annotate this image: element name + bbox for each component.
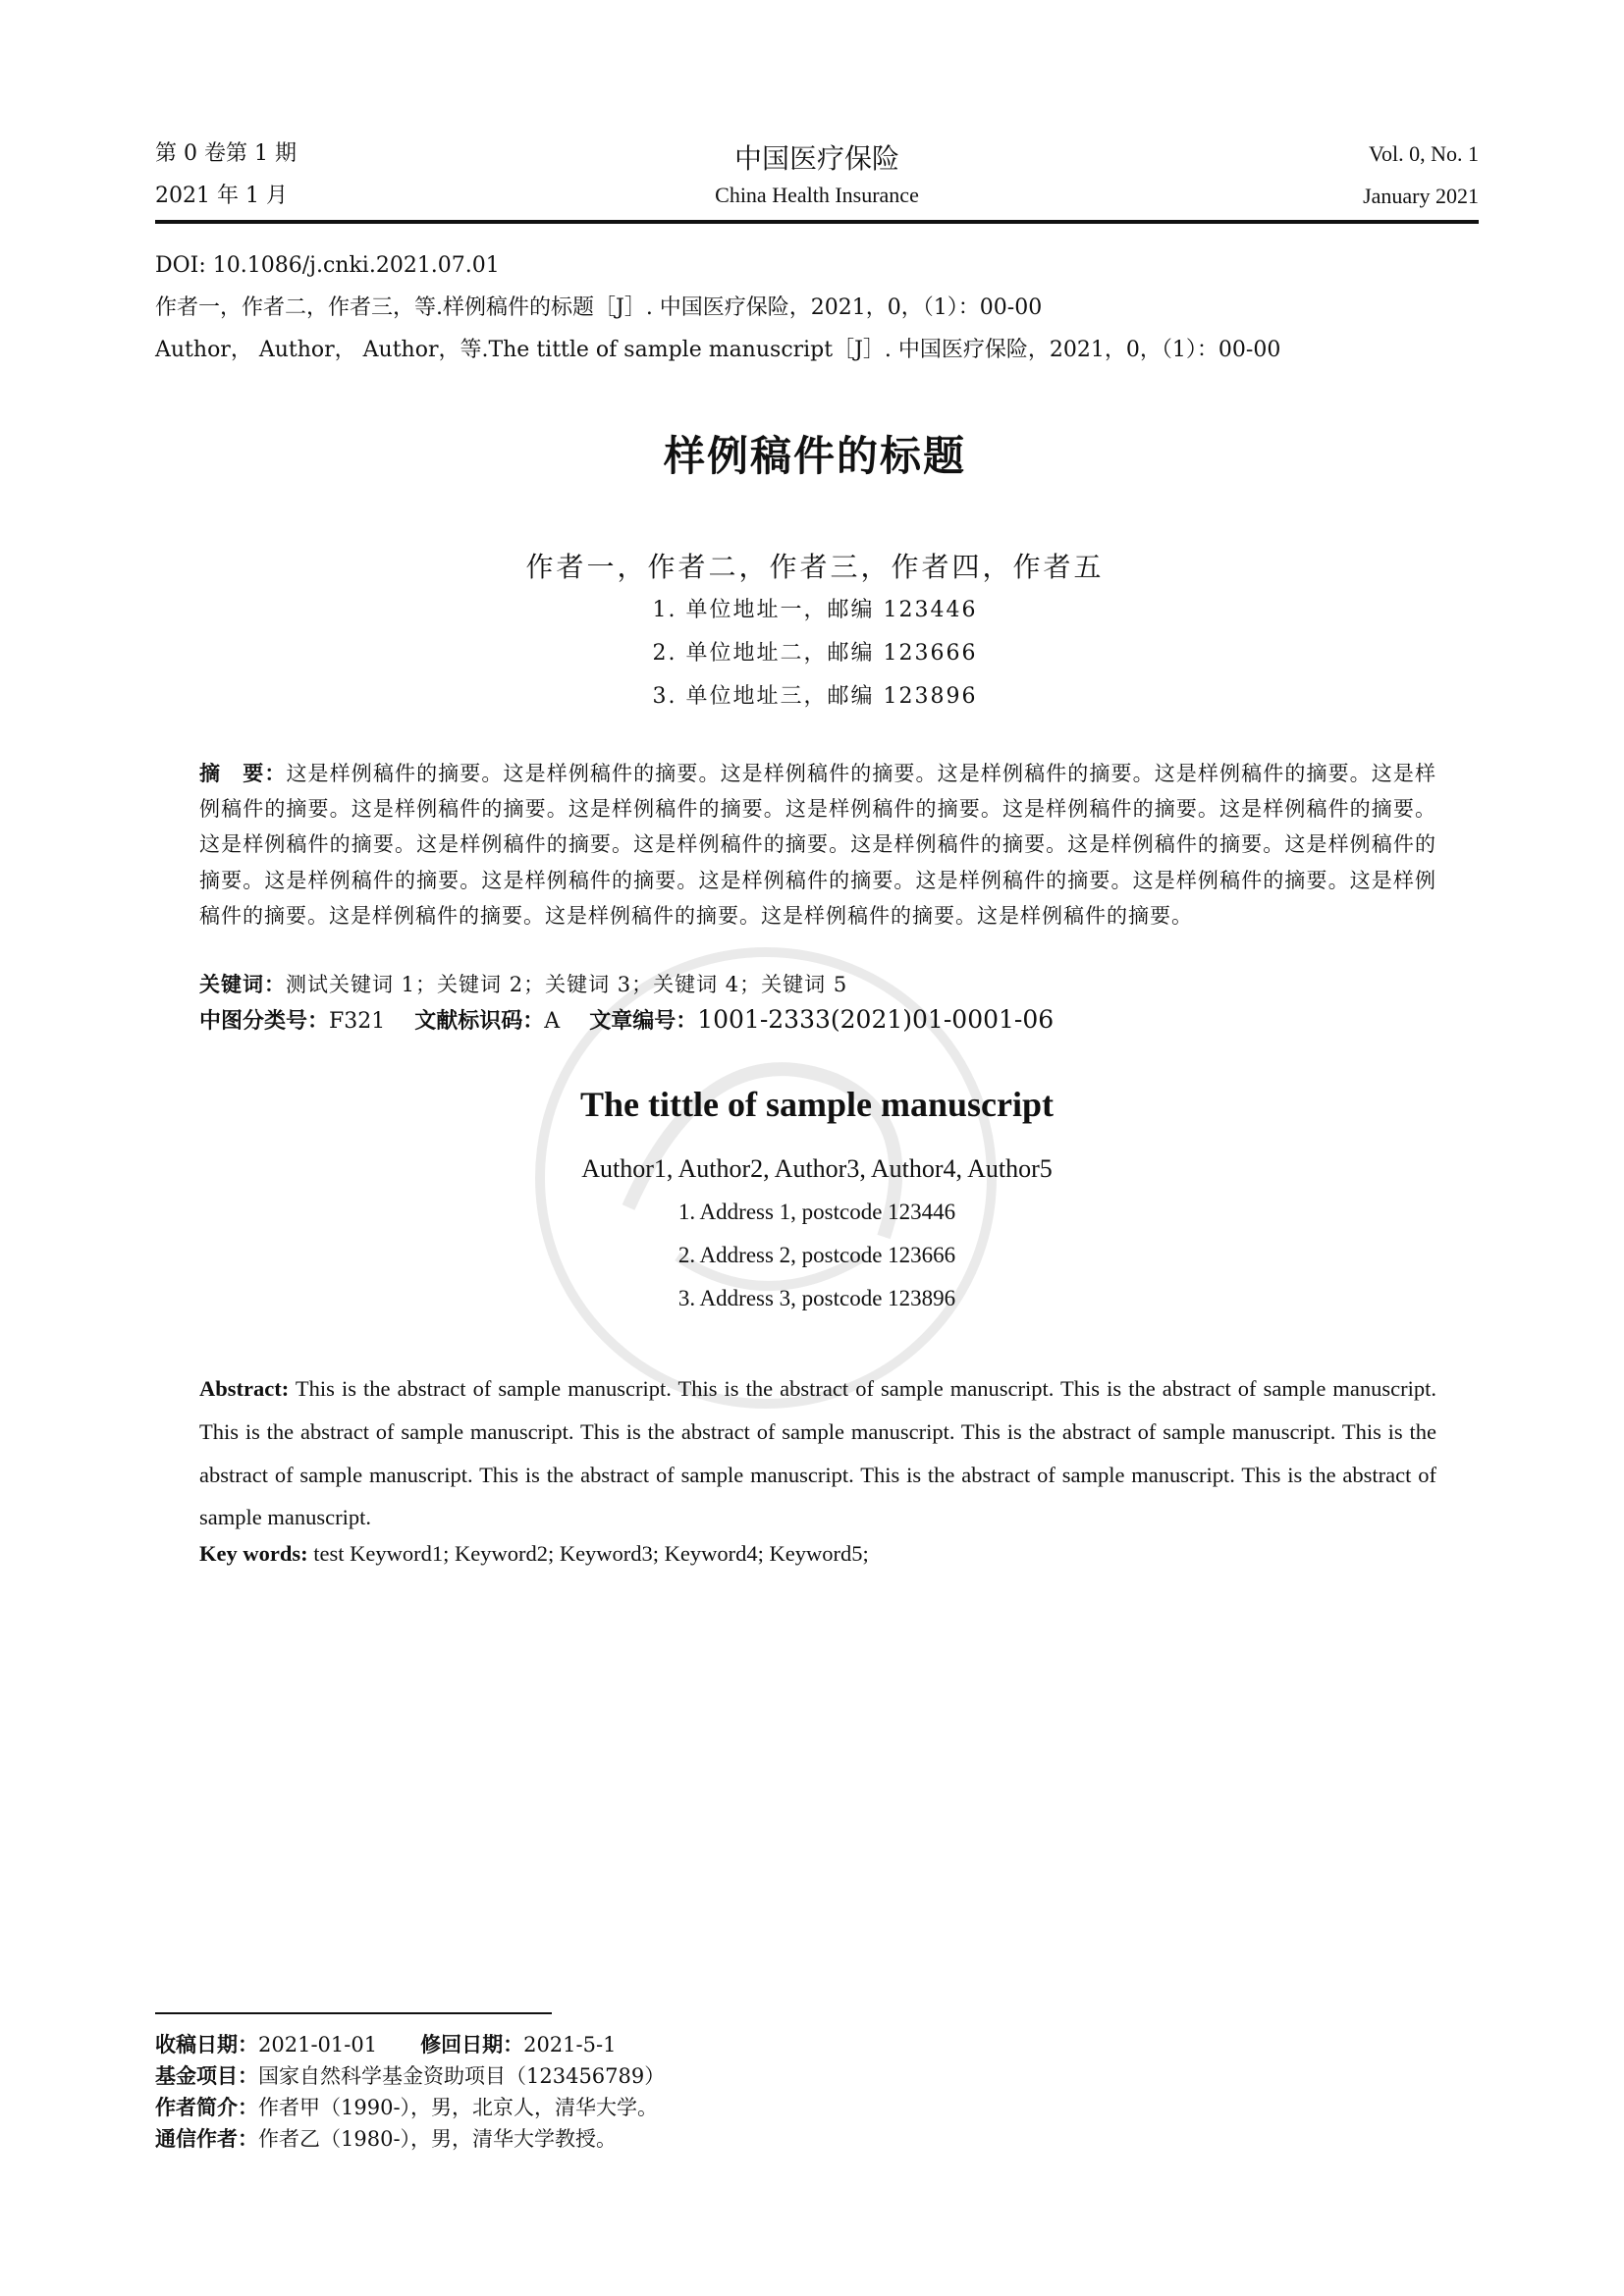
received-value: 2021-01-01 — [258, 2033, 378, 2056]
footnote-rule — [155, 2012, 552, 2014]
affiliation-cn-2: 2. 单位地址二，邮编 123666 — [652, 641, 978, 666]
class-label: 中图分类号： — [199, 1009, 330, 1034]
footnote-corresponding — [155, 2124, 617, 2154]
affiliation-en-2: 2. Address 2, postcode 123666 — [677, 1243, 956, 1267]
revised-value: 2021-5-1 — [523, 2033, 617, 2056]
header-volume-en: Vol. 0, No. 1 — [1368, 141, 1479, 166]
corresponding-value: 作者乙（1980-），男，清华大学教授。 — [258, 2127, 618, 2151]
authors-en: Author1, Author2, Author3, Author4, Author5 — [581, 1154, 1053, 1183]
abstract-en-text: This is the abstract of sample manuscript. This is the abstract of sample manuscript. This is the abstract of sample manuscript. This is the abstract of sample manuscript. This is the abstract of sample manuscript. This is the abstract of sample manuscript. This is the abstract of sample manuscript. This is the abstract of sample manuscript. This is the abstract of sample manuscript. This is the abstract of sample manuscript. — [199, 1376, 1436, 1530]
title-cn: 样例稿件的标题 — [663, 432, 966, 480]
affiliation-en-3: 3. Address 3, postcode 123896 — [677, 1286, 956, 1310]
doc-code-label: 文献标识码： — [414, 1009, 545, 1034]
doc-code-value: A — [544, 1009, 561, 1034]
header-journal-en: China Health Insurance — [715, 183, 919, 207]
affiliation-cn-1: 1. 单位地址一，邮编 123446 — [652, 598, 978, 622]
bio-value: 作者甲（1990-），男，北京人，清华大学。 — [258, 2096, 659, 2119]
header-volume-cn: 第 0 卷第 1 期 — [155, 141, 297, 166]
abstract-cn-label: 摘 要： — [199, 762, 287, 785]
keywords-en — [199, 1539, 869, 1569]
corresponding-label: 通信作者： — [155, 2127, 258, 2151]
header-date-en: January 2021 — [1363, 184, 1479, 208]
fund-label: 基金项目： — [155, 2064, 258, 2088]
abstract-en — [199, 1367, 1436, 1539]
footnote-bio — [155, 2093, 658, 2122]
keywords-cn-text: 测试关键词 1；关键词 2；关键词 3；关键词 4；关键词 5 — [286, 973, 848, 996]
header-journal-cn: 中国医疗保险 — [733, 142, 899, 175]
article-no-value: 1001-2333(2021)01-0001-06 — [697, 1005, 1055, 1034]
authors-cn: 作者一，作者二，作者三，作者四，作者五 — [525, 551, 1105, 583]
footnote-dates — [155, 2030, 616, 2059]
citation-en: Author， Author， Author，等.The tittle of sample manuscript［J］. 中国医疗保险，2021，0，（1）：00-00 — [155, 338, 1281, 362]
classification-line — [199, 1005, 1054, 1037]
keywords-en-text: test Keyword1; Keyword2; Keyword3; Keyword4; Keyword5; — [307, 1541, 869, 1566]
keywords-en-label: Key words: — [199, 1541, 308, 1566]
affiliation-en-1: 1. Address 1, postcode 123446 — [677, 1200, 956, 1224]
class-value: F321 — [329, 1009, 386, 1034]
received-label: 收稿日期： — [155, 2033, 258, 2056]
keywords-cn — [199, 970, 847, 999]
keywords-cn-label: 关键词： — [199, 973, 286, 996]
header-date-cn: 2021 年 1 月 — [155, 184, 288, 208]
citation-cn: 作者一，作者二，作者三，等.样例稿件的标题［J］. 中国医疗保险，2021，0，（1）：00-00 — [155, 295, 1043, 320]
fund-value: 国家自然科学基金资助项目（123456789） — [258, 2064, 666, 2088]
footnote-fund — [155, 2061, 665, 2091]
doi-line: DOI: 10.1086/j.cnki.2021.07.01 — [155, 253, 500, 278]
header-rule — [155, 220, 1479, 224]
abstract-cn-text: 这是样例稿件的摘要。这是样例稿件的摘要。这是样例稿件的摘要。这是样例稿件的摘要。这是样例稿件的摘要。这是样例稿件的摘要。这是样例稿件的摘要。这是样例稿件的摘要。这是样例稿件的摘要。这是样例稿件的摘要。这是样例稿件的摘要。这是样例稿件的摘要。这是样例稿件的摘要。这是样例稿件的摘要。这是样例稿件的摘要。这是样例稿件的摘要。这是样例稿件的摘要。这是样例稿件的摘要。这是样例稿件的摘要。这是样例稿件的摘要。这是样例稿件的摘要。这是样例稿件的摘要。这是样例稿件的摘要。这是样例稿件的摘要。这是样例稿件的摘要。这是样例稿件的摘要。这是样例稿件的摘要。 — [199, 762, 1437, 928]
abstract-en-label: Abstract: — [199, 1376, 290, 1401]
bio-label: 作者简介： — [155, 2096, 258, 2119]
affiliation-cn-3: 3. 单位地址三，邮编 123896 — [652, 684, 978, 709]
abstract-cn — [199, 756, 1436, 934]
article-no-label: 文章编号： — [589, 1009, 698, 1034]
revised-label: 修回日期： — [420, 2033, 524, 2056]
title-en: The tittle of sample manuscript — [580, 1085, 1054, 1124]
